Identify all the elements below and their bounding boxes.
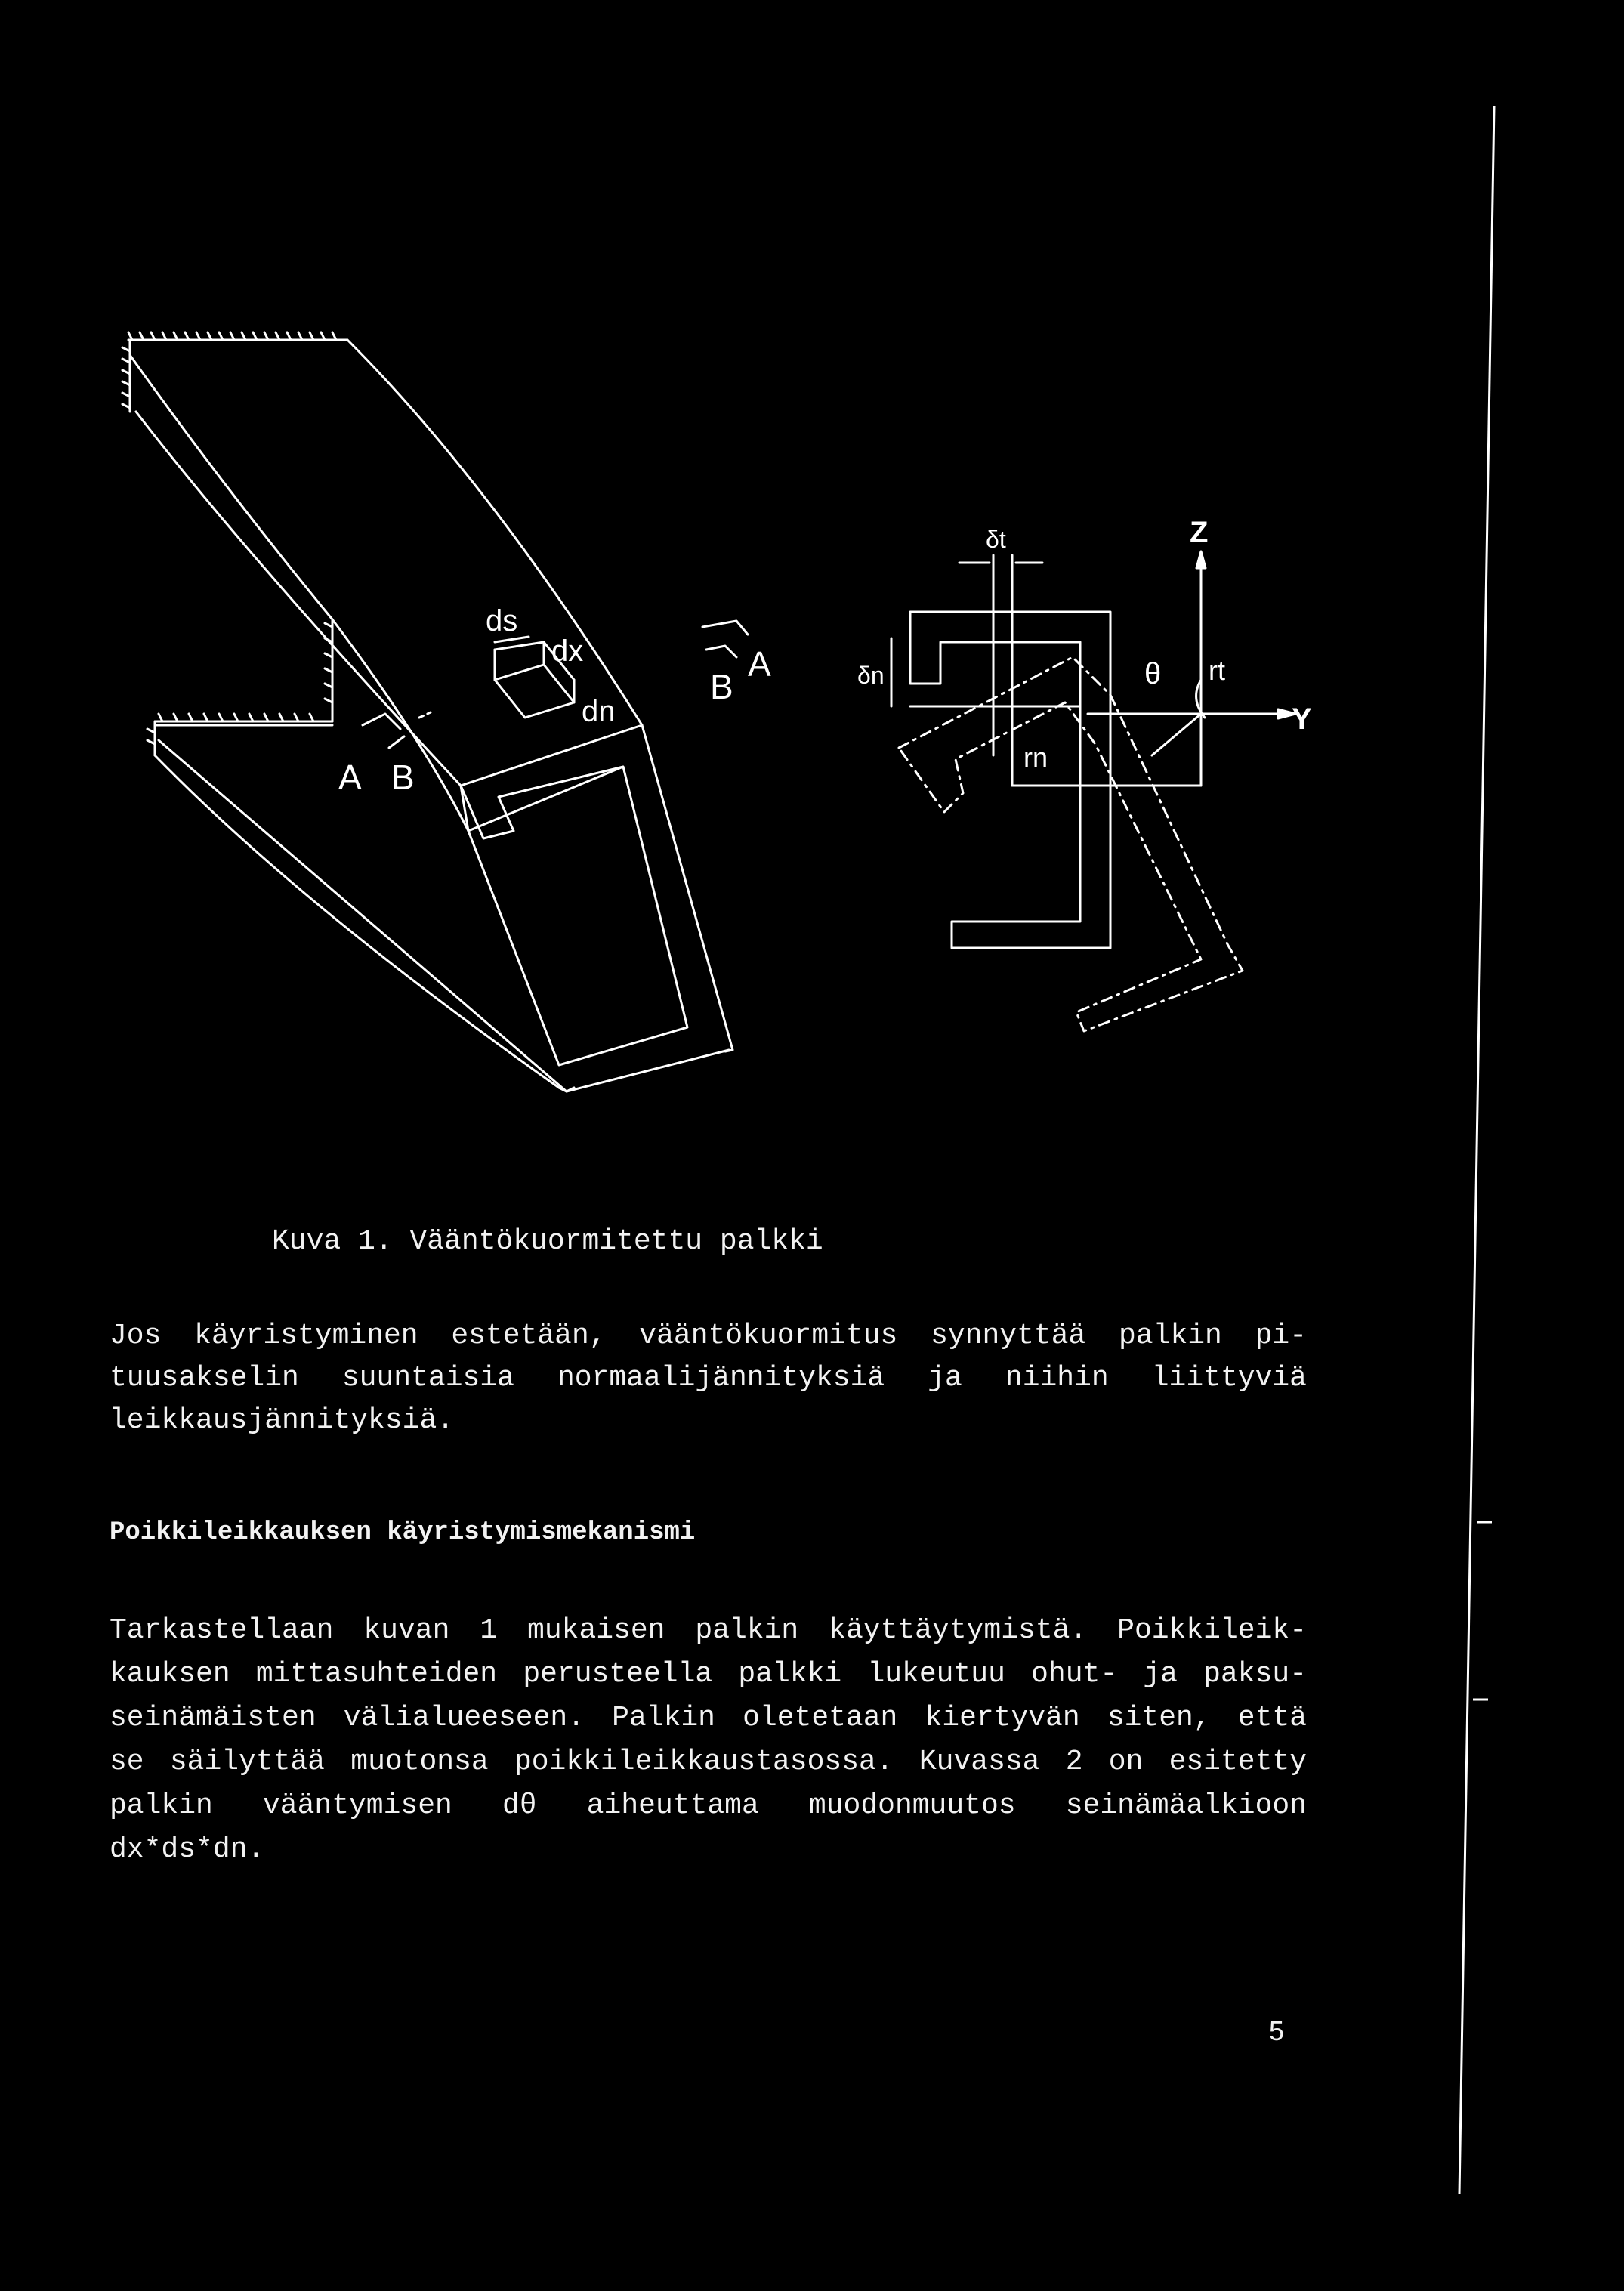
paragraph-1-line: Jos käyristyminen estetään, vääntökuormitus synnyttää palkin pi- (110, 1320, 1307, 1352)
paragraph-2-line: palkin vääntymisen dθ aiheuttama muodonmuutos seinämäalkioon (110, 1789, 1307, 1822)
label-B-right: B (710, 667, 733, 706)
label-theta: θ (1144, 657, 1162, 690)
label-r-t: rt (1209, 655, 1225, 686)
label-dn: dn (582, 695, 616, 728)
label-delta-n: δn (857, 662, 885, 689)
label-ds: ds (486, 604, 518, 638)
paragraph-2-line: se säilyttää muotonsa poikkileikkaustasossa. Kuvassa 2 on esitetty (110, 1746, 1307, 1778)
label-B-left: B (391, 758, 415, 797)
paragraph-1-line: tuusakselin suuntaisia normaalijännityksiä ja niihin liittyviä (110, 1362, 1307, 1394)
paragraph-1-line: leikkausjännityksiä. (110, 1404, 455, 1437)
label-z-axis: Z (1190, 516, 1209, 549)
paragraph-2-line: seinämäisten välialueeseen. Palkin oletetaan kiertyvän siten, että (110, 1702, 1307, 1734)
page-number: 5 (1269, 2015, 1285, 2046)
label-delta-t: δt (986, 526, 1006, 553)
paragraph-2-line: kauksen mittasuhteiden perusteella palkki lukeutuu ohut- ja paksu- (110, 1658, 1307, 1690)
label-y-axis: Y (1292, 702, 1312, 736)
label-A-right: A (748, 644, 771, 684)
section-heading: Poikkileikkauksen käyristymismekanismi (110, 1518, 696, 1547)
paragraph-2-line: Tarkastellaan kuvan 1 mukaisen palkin käyttäytymistä. Poikkileik- (110, 1614, 1307, 1647)
label-dx: dx (551, 635, 584, 668)
label-A-left: A (338, 758, 362, 797)
label-r-n: rn (1023, 742, 1048, 773)
figure-caption: Kuva 1. Vääntökuormitettu palkki (272, 1225, 823, 1258)
paragraph-2-line: dx*ds*dn. (110, 1833, 265, 1866)
